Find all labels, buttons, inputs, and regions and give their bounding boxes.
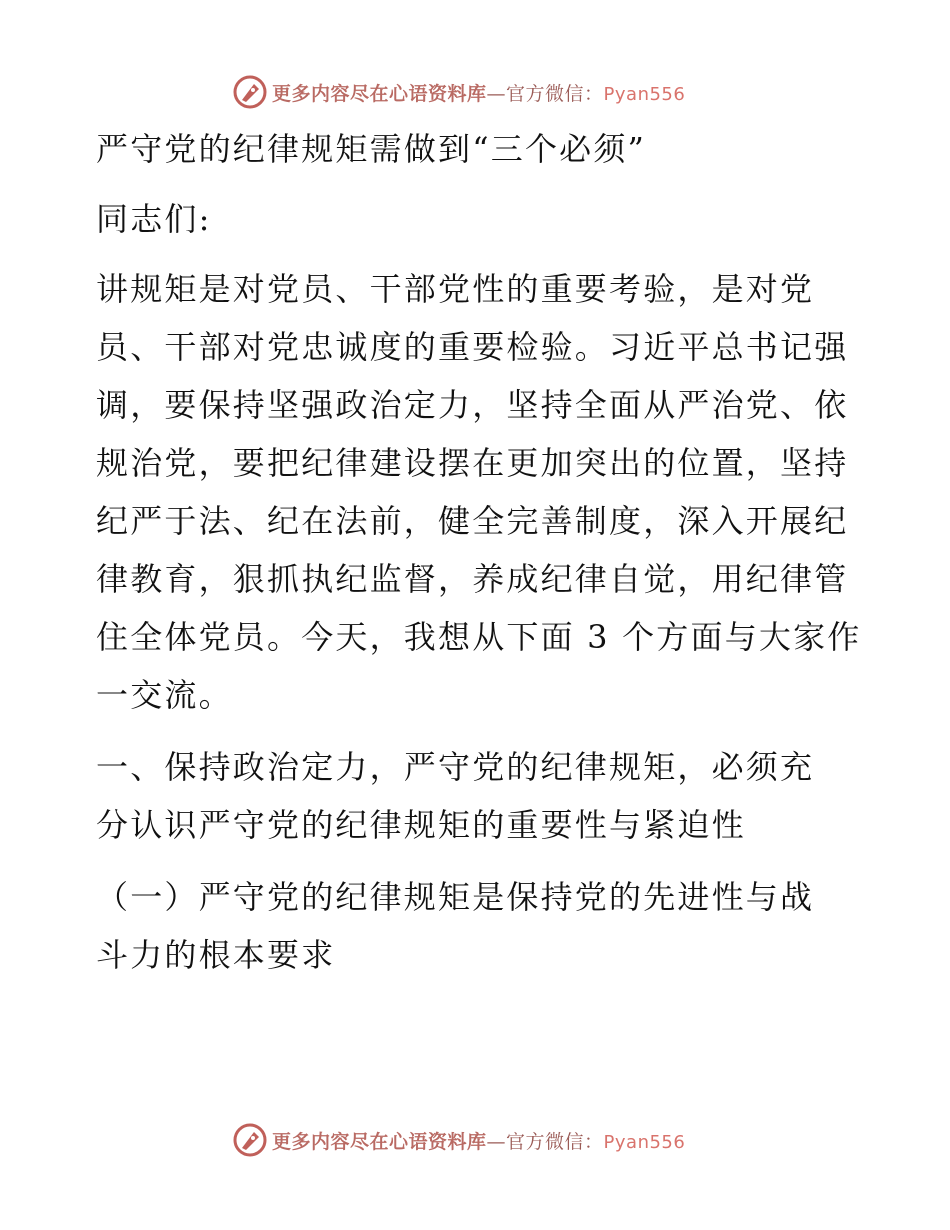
heading-line: 斗力的根本要求 xyxy=(96,936,336,974)
header-banner-site: 更多内容尽在心语资料库 xyxy=(272,82,487,105)
paragraph-line: 规治党，要把纪律建设摆在更加突出的位置，坚持 xyxy=(96,444,849,482)
footer-banner xyxy=(232,1120,685,1160)
heading-line: 一、保持政治定力，严守党的纪律规矩，必须充 xyxy=(96,748,815,786)
header-banner-wechat-id: Pyan556 xyxy=(603,83,686,105)
document-title: 严守党的纪律规矩需做到“三个必须” xyxy=(96,130,647,168)
header-banner-text xyxy=(272,79,685,106)
paragraph-line: 住全体党员。今天，我想从下面 3 个方面与大家作 xyxy=(96,618,862,656)
heading-line: （一）严守党的纪律规矩是保持党的先进性与战 xyxy=(96,878,815,916)
intro-paragraph xyxy=(96,260,862,724)
paragraph-line: 律教育，狠抓执纪监督，养成纪律自觉，用纪律管 xyxy=(96,560,849,598)
section-heading-1 xyxy=(96,738,856,854)
pen-nib-logo-icon xyxy=(232,74,268,110)
pen-nib-logo-icon xyxy=(232,1122,268,1158)
header-banner-wechat-label: 官方微信： xyxy=(506,82,604,105)
document-body xyxy=(96,120,862,984)
paragraph-line: 一交流。 xyxy=(96,676,233,714)
footer-banner-site: 更多内容尽在心语资料库 xyxy=(272,1130,487,1153)
paragraph-line: 纪严于法、纪在法前，健全完善制度，深入开展纪 xyxy=(96,502,849,540)
footer-banner-wechat-id: Pyan556 xyxy=(603,1131,686,1153)
footer-banner-text xyxy=(272,1127,685,1154)
footer-banner-wechat-label: 官方微信： xyxy=(506,1130,604,1153)
paragraph-line: 讲规矩是对党员、干部党性的重要考验，是对党 xyxy=(96,270,815,308)
paragraph-line: 员、干部对党忠诚度的重要检验。习近平总书记强 xyxy=(96,328,849,366)
heading-line: 分认识严守党的纪律规矩的重要性与紧迫性 xyxy=(96,806,746,844)
footer-banner-separator: — xyxy=(486,1130,507,1153)
paragraph-line: 调，要保持坚强政治定力，坚持全面从严治党、依 xyxy=(96,386,849,424)
salutation: 同志们: xyxy=(96,200,212,238)
subsection-heading-1 xyxy=(96,868,856,984)
header-banner-separator: — xyxy=(486,82,507,105)
header-banner xyxy=(232,72,685,112)
